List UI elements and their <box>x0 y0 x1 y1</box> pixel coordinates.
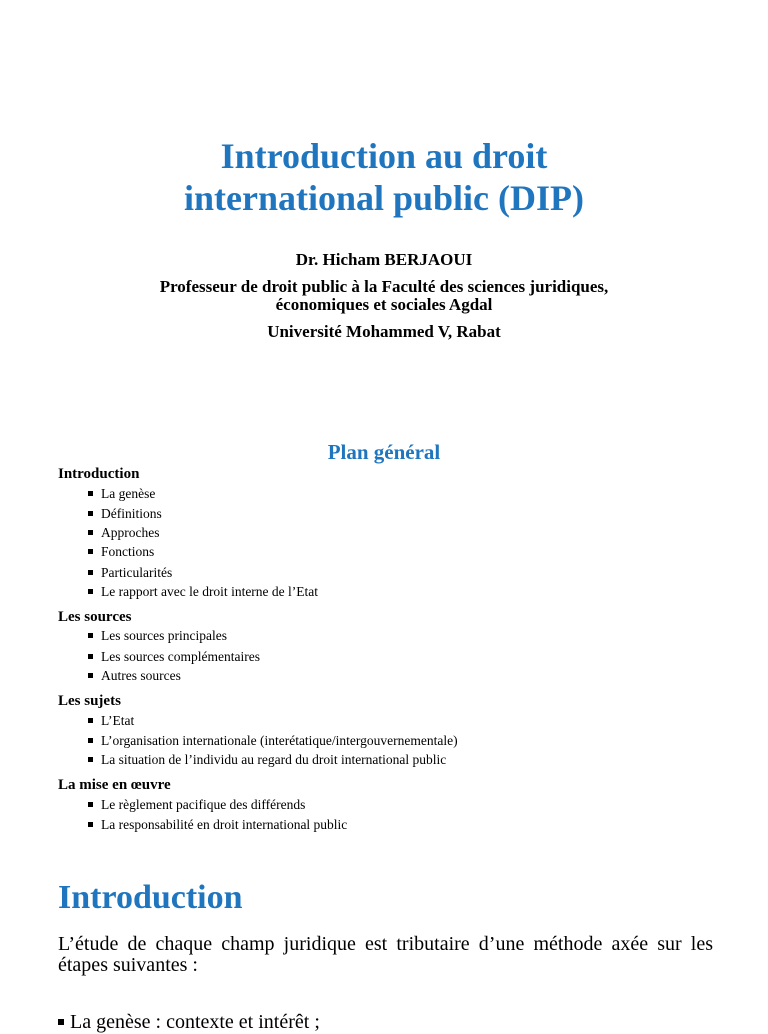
introduction-bullet-label: La genèse : contexte et intérêt ; <box>70 1011 320 1033</box>
plan-item <box>88 816 347 834</box>
author-position-line-1: Professeur de droit public à la Faculté des sciences juridiques, <box>159 277 609 296</box>
plan-item <box>88 564 172 582</box>
plan-item <box>88 583 318 601</box>
plan-item-label: Le rapport avec le droit interne de l’Etat <box>101 584 319 599</box>
plan-section-heading-sujets: Les sujets <box>58 693 121 709</box>
plan-item-label: L’Etat <box>101 713 135 728</box>
plan-item <box>88 732 458 750</box>
plan-section-heading-introduction: Introduction <box>58 466 140 482</box>
plan-item <box>88 627 227 645</box>
bullet-icon <box>88 654 93 659</box>
bullet-icon <box>88 511 93 516</box>
bullet-icon <box>58 1019 64 1025</box>
plan-item-label: L’organisation internationale (interétatique/intergouvernementale) <box>101 733 458 748</box>
plan-item-label: La genèse <box>101 486 156 501</box>
plan-item <box>88 667 181 685</box>
plan-item <box>88 524 159 542</box>
plan-item <box>88 751 446 769</box>
document-title-line-2: international public (DIP) <box>183 178 585 218</box>
plan-item-label: Autres sources <box>101 668 181 683</box>
plan-item-label: Le règlement pacifique des différends <box>101 797 306 812</box>
bullet-icon <box>88 491 93 496</box>
plan-section-heading-mise-en-oeuvre: La mise en œuvre <box>58 777 171 793</box>
introduction-bullet-item <box>58 1010 320 1034</box>
author-position-line-2: économiques et sociales Agdal <box>275 295 493 314</box>
bullet-icon <box>88 589 93 594</box>
author-university: Université Mohammed V, Rabat <box>267 322 501 341</box>
plan-item <box>88 796 305 814</box>
plan-item-label: Définitions <box>101 506 162 521</box>
plan-section-heading-sources: Les sources <box>58 609 132 625</box>
plan-item-label: La situation de l’individu au regard du droit international public <box>101 752 447 767</box>
bullet-icon <box>88 673 93 678</box>
plan-item-label: Approches <box>101 525 160 540</box>
plan-item <box>88 712 134 730</box>
bullet-icon <box>88 822 93 827</box>
plan-item <box>88 543 154 561</box>
bullet-icon <box>88 738 93 743</box>
plan-item-label: La responsabilité en droit international public <box>101 817 348 832</box>
bullet-icon <box>88 757 93 762</box>
plan-item-label: Les sources complémentaires <box>101 649 260 664</box>
introduction-paragraph: L’étude de chaque champ juridique est tributaire d’une méthode axée sur les étapes suivantes : <box>58 933 713 976</box>
plan-item-label: Les sources principales <box>101 628 227 643</box>
plan-item <box>88 648 260 666</box>
bullet-icon <box>88 530 93 535</box>
author-name: Dr. Hicham BERJAOUI <box>295 250 473 269</box>
bullet-icon <box>88 570 93 575</box>
document-title-line-1: Introduction au droit <box>220 136 548 176</box>
bullet-icon <box>88 549 93 554</box>
plan-item-label: Fonctions <box>101 544 155 559</box>
plan-item <box>88 505 162 523</box>
plan-item <box>88 485 155 503</box>
introduction-heading: Introduction <box>58 879 243 916</box>
bullet-icon <box>88 633 93 638</box>
bullet-icon <box>88 802 93 807</box>
plan-title: Plan général <box>327 440 441 464</box>
bullet-icon <box>88 718 93 723</box>
plan-item-label: Particularités <box>101 565 173 580</box>
